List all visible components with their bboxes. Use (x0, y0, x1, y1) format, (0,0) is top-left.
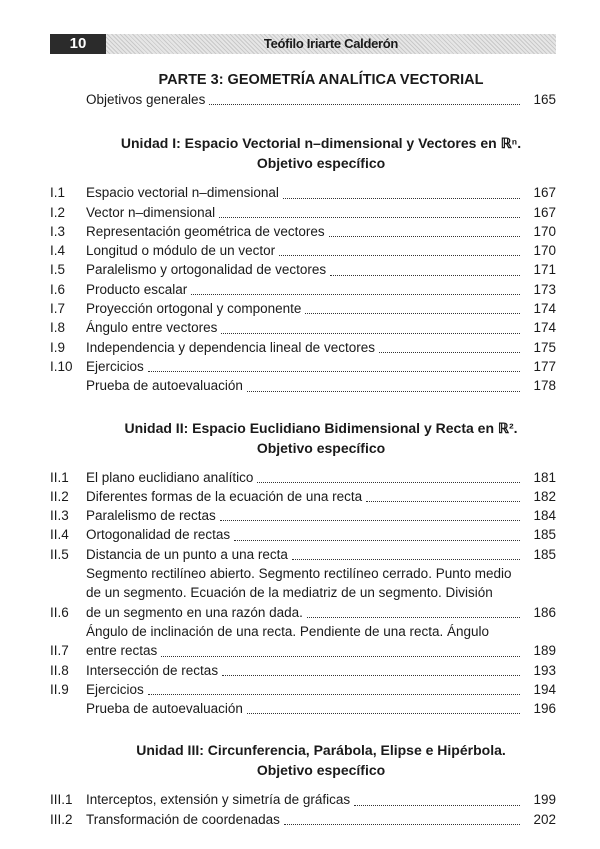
toc-entry-number: I.6 (50, 281, 66, 297)
unit-section (50, 418, 556, 719)
toc-entry-page: 186 (533, 604, 556, 620)
toc-entry (50, 810, 556, 829)
toc-entry-page: 194 (533, 681, 556, 697)
toc-entry (50, 680, 556, 699)
dot-leader (379, 351, 520, 353)
dot-leader (220, 519, 520, 521)
toc-entry-number: II.4 (50, 527, 69, 543)
toc-entry-label: Ángulo de inclinación de una recta. Pendiente de una recta. Ángulo (86, 623, 490, 639)
toc-entry-number: III.1 (50, 792, 73, 808)
toc-entry-label: Intersección de rectas (86, 662, 219, 678)
dot-leader (221, 332, 520, 334)
toc-entry-page: 174 (533, 301, 556, 317)
toc-entry-number: III.2 (50, 811, 73, 827)
toc-entry (50, 299, 556, 318)
unit-title: Unidad I: Espacio Vectorial n–dimensional y Vectores en ℝⁿ. (120, 135, 522, 152)
dot-leader (148, 370, 520, 372)
toc-entry-number: I.5 (50, 262, 66, 278)
toc-entry-number: I.8 (50, 320, 66, 336)
toc-entry-page: 171 (533, 262, 556, 278)
toc-entry (50, 183, 556, 202)
toc-entry (50, 468, 556, 487)
toc-entry-page: 170 (533, 243, 556, 259)
toc-entry-label: Prueba de autoevaluación (86, 378, 243, 394)
unit-section (50, 740, 556, 829)
toc-entry-number: II.2 (50, 488, 69, 504)
dot-leader (219, 216, 520, 218)
dot-leader (284, 823, 520, 825)
dot-leader (279, 254, 520, 256)
dot-leader (222, 674, 520, 676)
toc-entry (50, 699, 556, 718)
toc-entry-label: Objetivos generales (86, 92, 206, 107)
toc-entry-label: Diferentes formas de la ecuación de una recta (86, 488, 363, 504)
toc-entry-objectives (50, 90, 556, 109)
toc-entry (50, 790, 556, 809)
toc-entry (50, 376, 556, 395)
toc-entry-page: 185 (533, 546, 556, 562)
dot-leader (191, 293, 520, 295)
toc-entry-number: II.9 (50, 681, 69, 697)
toc-entry (50, 357, 556, 376)
toc-entry-number: I.9 (50, 339, 66, 355)
dot-leader (329, 235, 520, 237)
unit-title: Unidad II: Espacio Euclidiano Bidimensional y Recta en ℝ². (124, 419, 518, 436)
toc-entry (50, 280, 556, 299)
toc-entry (50, 622, 556, 661)
toc-entry-label: Paralelismo y ortogonalidad de vectores (86, 262, 327, 278)
dot-leader (305, 312, 520, 314)
dot-leader (148, 693, 520, 695)
toc-entry-page: 199 (533, 792, 556, 808)
dot-leader (292, 558, 520, 560)
dot-leader (257, 481, 520, 483)
toc-entry-page: 181 (533, 469, 556, 485)
toc-entry-label: Interceptos, extensión y simetría de gráficas (86, 792, 351, 808)
dot-leader (247, 712, 520, 714)
toc-entry-page: 173 (533, 281, 556, 297)
toc-entry-label: entre rectas (86, 643, 158, 659)
toc-entry (50, 222, 556, 241)
toc-entry-number: II.1 (50, 469, 69, 485)
toc-entry-label: Ejercicios (86, 358, 144, 374)
toc-entry-number: II.6 (50, 604, 69, 620)
toc-entry (50, 203, 556, 222)
toc-entry (50, 338, 556, 357)
toc-entry-page: 170 (533, 223, 556, 239)
toc-entry (50, 487, 556, 506)
toc-entry-page: 182 (533, 488, 556, 504)
toc-entry-label: Ángulo entre vectores (86, 320, 218, 336)
part-title: PARTE 3: GEOMETRÍA ANALÍTICA VECTORIAL (158, 72, 484, 88)
dot-leader (283, 197, 520, 199)
toc-entry (50, 564, 556, 622)
running-head-author: Teófilo Iriarte Calderón (263, 36, 399, 51)
toc-entry-page: 185 (533, 527, 556, 543)
page-header (50, 34, 556, 54)
dot-leader (247, 390, 520, 392)
dot-leader (354, 804, 520, 806)
toc-entry-number: I.3 (50, 223, 66, 239)
toc-entry-label: Vector n–dimensional (86, 204, 216, 220)
unit-subtitle: Objetivo específico (256, 762, 386, 779)
toc-entry-label: de un segmento en una razón dada. (86, 604, 303, 620)
toc-entry-page: 175 (533, 339, 556, 355)
toc-entry-label: de un segmento. Ecuación de la mediatriz de un segmento. División (86, 585, 493, 601)
toc-entry-page: 167 (533, 185, 556, 201)
toc-entry-label: Segmento rectilíneo abierto. Segmento rectilíneo cerrado. Punto medio (86, 566, 512, 582)
toc-entry-number: II.8 (50, 662, 69, 678)
unit-subtitle: Objetivo específico (256, 439, 386, 456)
toc-entry-label: Transformación de coordenadas (86, 811, 280, 827)
toc-entry-label: Representación geométrica de vectores (86, 223, 325, 239)
toc-entry (50, 318, 556, 337)
toc-entry-label: Independencia y dependencia lineal de vectores (86, 339, 375, 355)
toc-entry (50, 506, 556, 525)
toc-entry (50, 260, 556, 279)
toc-entry-label: Longitud o módulo de un vector (86, 243, 276, 259)
dot-leader (366, 500, 520, 502)
toc-entry-page: 196 (533, 701, 556, 717)
toc-entry-page: 174 (533, 320, 556, 336)
unit-subtitle: Objetivo específico (256, 155, 386, 172)
dot-leader (307, 616, 520, 618)
unit-title: Unidad III: Circunferencia, Parábola, Elipse e Hipérbola. (136, 742, 506, 759)
page-number: 10 (50, 34, 106, 54)
toc-entry-label: Producto escalar (86, 281, 188, 297)
dot-leader (161, 655, 520, 657)
toc-entry-page: 167 (533, 204, 556, 220)
toc-entry-label: Distancia de un punto a una recta (86, 546, 288, 562)
toc-entry (50, 241, 556, 260)
toc-entry-label: Espacio vectorial n–dimensional (86, 185, 279, 201)
toc-entry-page: 193 (533, 662, 556, 678)
toc-entry-page: 184 (533, 508, 556, 524)
toc-entry-number: I.7 (50, 301, 66, 317)
dot-leader (330, 274, 520, 276)
toc-entry-number: II.7 (50, 643, 69, 659)
toc-entry (50, 661, 556, 680)
unit-section (50, 133, 556, 395)
table-of-contents (50, 70, 556, 829)
toc-entry-label: Proyección ortogonal y componente (86, 301, 302, 317)
toc-entry-number: I.2 (50, 204, 66, 220)
toc-entry-page: 177 (533, 358, 556, 374)
toc-entry-label: Ortogonalidad de rectas (86, 527, 231, 543)
toc-entry-label: Ejercicios (86, 681, 144, 697)
toc-entry-number: II.3 (50, 508, 69, 524)
toc-entry-page: 202 (533, 811, 556, 827)
toc-entry-label: Prueba de autoevaluación (86, 701, 243, 717)
toc-entry-number: I.1 (50, 185, 66, 201)
toc-entry-page: 165 (533, 92, 556, 107)
toc-entry-label: El plano euclidiano analítico (86, 469, 254, 485)
toc-entry (50, 545, 556, 564)
toc-entry-page: 178 (533, 378, 556, 394)
toc-entry-number: I.10 (50, 358, 73, 374)
toc-entry-number: I.4 (50, 243, 66, 259)
toc-entry-number: II.5 (50, 546, 69, 562)
toc-entry (50, 525, 556, 544)
toc-entry-label: Paralelismo de rectas (86, 508, 216, 524)
toc-entry-page: 189 (533, 643, 556, 659)
dot-leader (234, 539, 520, 541)
